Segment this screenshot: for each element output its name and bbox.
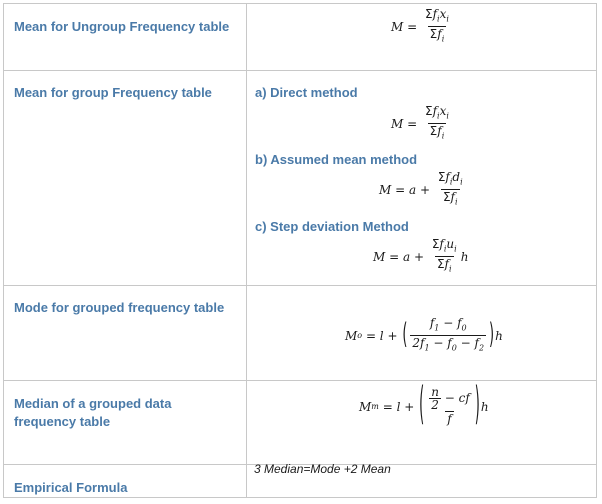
empirical-formula-text: 3 Median=Mode +2 Mean [254,462,391,476]
formula-median: M m = l + ( $\frac{n}{2}$ − cf f ) h [359,381,489,432]
column-divider [246,3,247,498]
method-direct-title: a) Direct method [255,85,358,100]
row-label-mode: Mode for grouped frequency table [14,300,225,315]
table-border-bottom [3,497,597,498]
formula-ungroup-mean: M = $\frac{\Sigma f_ix_i}{\Sigma f_i}$ [391,7,453,47]
row-divider [3,380,597,381]
row-label-ungroup-mean: Mean for Ungroup Frequency table [14,19,230,34]
row-label-group-mean: Mean for group Frequency table [14,85,212,100]
method-step-deviation-title: c) Step deviation Method [255,219,409,234]
row-divider [3,285,597,286]
table-border-left [3,3,4,498]
formula-table [3,3,597,498]
table-border-right [596,3,597,498]
formula-assumed-mean: M = a + $\frac{\Sigma f_id_i}{\Sigma f_i}$ [379,170,467,210]
table-border-top [3,3,597,4]
row-label-empirical: Empirical Formula [14,480,128,495]
formula-direct-method: M = $\frac{\Sigma f_ix_i}{\Sigma f_i}$ [391,104,453,144]
row-label-median-line2: frequency table [14,414,111,429]
method-assumed-mean-title: b) Assumed mean method [255,152,418,167]
row-divider [3,70,597,71]
formula-mode: M o = l + ( $\frac{f_1 - f_0}{2f_1 - f_0 - f_2}$ ) h [345,316,503,356]
row-label-median-line1: Median of a grouped data [14,396,172,411]
formula-step-deviation: M = a + $\frac{\Sigma f_iu_i}{\Sigma f_i}$ h [373,237,468,277]
